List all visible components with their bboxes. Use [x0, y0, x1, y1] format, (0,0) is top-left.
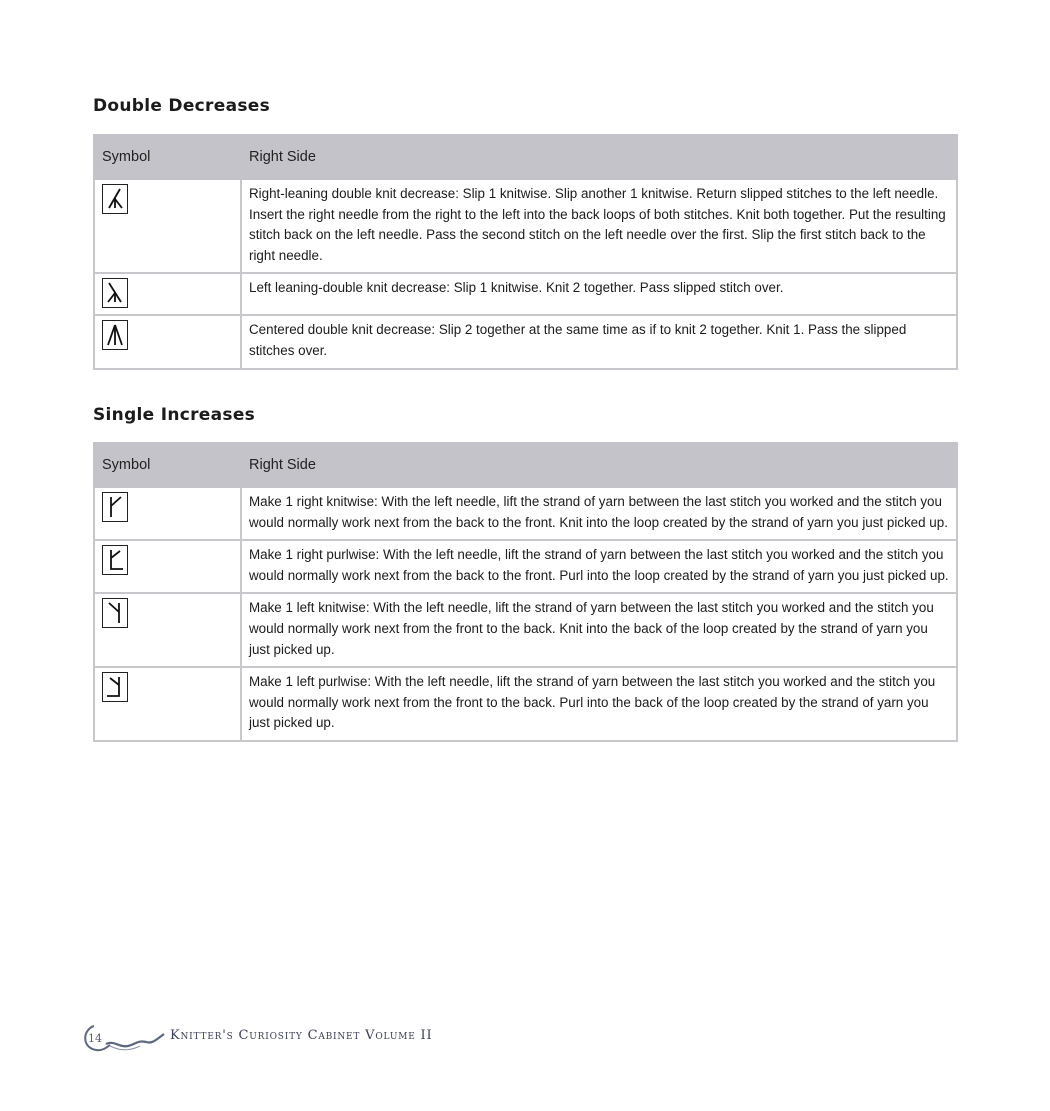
make-1-left-knitwise-icon	[102, 598, 128, 628]
table-row	[94, 273, 957, 315]
make-1-right-purlwise-icon	[102, 545, 128, 575]
make-1-left-purlwise-icon	[102, 672, 128, 702]
symbol-cell	[94, 593, 241, 667]
section-title-double-decreases: Double Decreases	[93, 96, 271, 116]
table-row	[94, 667, 957, 741]
table-header-row	[94, 443, 957, 487]
description-cell: Left leaning-double knit decrease: Slip 1 knitwise. Knit 2 together. Pass slipped stitch over.	[241, 273, 957, 315]
section-title-single-increases: Single Increases	[93, 405, 256, 425]
table-row	[94, 593, 957, 667]
table-row	[94, 179, 957, 273]
header-right-side: Right Side	[241, 443, 957, 487]
symbol-cell	[94, 179, 241, 273]
table-row	[94, 540, 957, 593]
right-leaning-double-decrease-icon	[102, 184, 128, 214]
header-symbol: Symbol	[94, 135, 241, 179]
centered-double-decrease-icon	[102, 320, 128, 350]
symbol-cell	[94, 667, 241, 741]
table-row	[94, 315, 957, 368]
symbol-cell	[94, 540, 241, 593]
description-cell: Make 1 right purlwise: With the left needle, lift the strand of yarn between the last stitch you worked and the stitch you would normally work next from the back to the front. Purl into the loop created by the strand of yarn you just picked up.	[241, 540, 957, 593]
table-header-row	[94, 135, 957, 179]
page-number: 14	[88, 1032, 102, 1045]
header-symbol: Symbol	[94, 443, 241, 487]
description-cell: Make 1 right knitwise: With the left needle, lift the strand of yarn between the last stitch you worked and the stitch you would normally work next from the back to the front. Knit into the loop created by the strand of yarn you just picked up.	[241, 487, 957, 540]
symbol-cell	[94, 273, 241, 315]
make-1-right-knitwise-icon	[102, 492, 128, 522]
single-increases-table	[93, 442, 958, 742]
running-footer-title: Knitter's Curiosity Cabinet Volume II	[170, 1028, 433, 1043]
description-cell: Make 1 left purlwise: With the left needle, lift the strand of yarn between the last stitch you worked and the stitch you would normally work next from the front to the back. Purl into the back of the loop created by the strand of yarn you just picked up.	[241, 667, 957, 741]
symbol-cell	[94, 315, 241, 368]
description-cell: Centered double knit decrease: Slip 2 together at the same time as if to knit 2 together. Knit 1. Pass the slipped stitches over.	[241, 315, 957, 368]
double-decreases-table	[93, 134, 958, 370]
table-row	[94, 487, 957, 540]
description-cell: Right-leaning double knit decrease: Slip 1 knitwise. Slip another 1 knitwise. Return slipped stitches to the left needle. Insert the right needle from the right to the left into the back loops of both stitches. Knit both together. Put the resulting stitch back on the left needle. Pass the second stitch on the left needle over the first. Slip the first stitch back to the right needle.	[241, 179, 957, 273]
symbol-cell	[94, 487, 241, 540]
header-right-side: Right Side	[241, 135, 957, 179]
page-footer	[80, 1018, 480, 1058]
description-cell: Make 1 left knitwise: With the left needle, lift the strand of yarn between the last stitch you worked and the stitch you would normally work next from the front to the back. Knit into the back of the loop created by the strand of yarn you just picked up.	[241, 593, 957, 667]
left-leaning-double-decrease-icon	[102, 278, 128, 308]
